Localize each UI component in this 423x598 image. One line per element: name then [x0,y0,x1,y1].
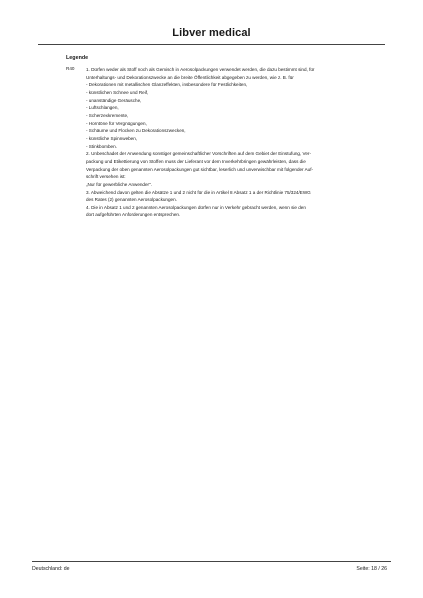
legend-line: - Stinkbomben. [86,143,117,149]
legend-line: 2. Unbeschadet der Anwendung sonstiger gemeinschaftlicher Vorschriften auf dem Gebiet der Einstufung, Ver- [86,151,311,157]
legend-line: - künstlichen Schnee und Reif, [86,89,149,95]
legend-line: Verpackung der oben genannten Aerosolpackungen gut sichtbar, leserlich und unverwischbar mit folgender Auf- [86,166,314,172]
legend-line: - Luftschlangen, [86,105,119,111]
legend-line: - Scherzexkremente, [86,112,129,118]
legend-line: des Rates (2) genannten Aerosolpackungen. [86,197,177,203]
footer-country: Deutschland: de [32,566,70,572]
legend-line: - Schäume und Flocken zu Dekorationszwecken, [86,128,186,134]
legend-line: Unterhaltungs- und Dekorationszwecke an die breite Öffentlichkeit abgegeben zu werden, wie z. B. für [86,74,294,80]
legend-heading: Legende [66,55,89,61]
legend-line: „Nur für gewerbliche Anwender". [86,181,152,187]
legend-line: - Dekorationen mit metallischen Glanzeffekten, insbesondere für Festlichkeiten, [86,82,248,88]
legend-line: packung und Etikettierung von Stoffen muss der Lieferant vor dem Inverkehrbringen gewährleisten, dass die [86,158,306,164]
legend-line: - Horntöne für Vergnügungen, [86,120,147,126]
legend-line: 3. Abweichend davon gelten die Absätze 1 und 2 nicht für die in Artikel 8 Absatz 1 a der Richtlinie 75/324/EWG [86,189,311,195]
legend-line: - künstliche Spinnweben, [86,135,138,141]
legend-line: schrift versehen ist: [86,174,126,180]
legend-text [86,66,388,219]
page-title: Libver medical [172,27,251,39]
legend-line: 4. Die in Absatz 1 und 2 genannten Aerosolpackungen dürfen nur in Verkehr gebracht werden, wenn sie den [86,204,306,210]
footer-page-number: Seite: 18 / 26 [356,566,387,572]
header-divider [38,44,385,45]
legend-line: 1. Dürfen weder als Stoff noch als Gemisch in Aerosolpackungen verwendet werden, die dazu bestimmt sind, für [86,67,315,72]
footer-divider [32,561,391,562]
legend-line: - unanständige Geräusche, [86,97,142,103]
legend-code: R40 [66,66,75,71]
legend-line: dort aufgeführten Anforderungen entsprechen. [86,212,181,218]
